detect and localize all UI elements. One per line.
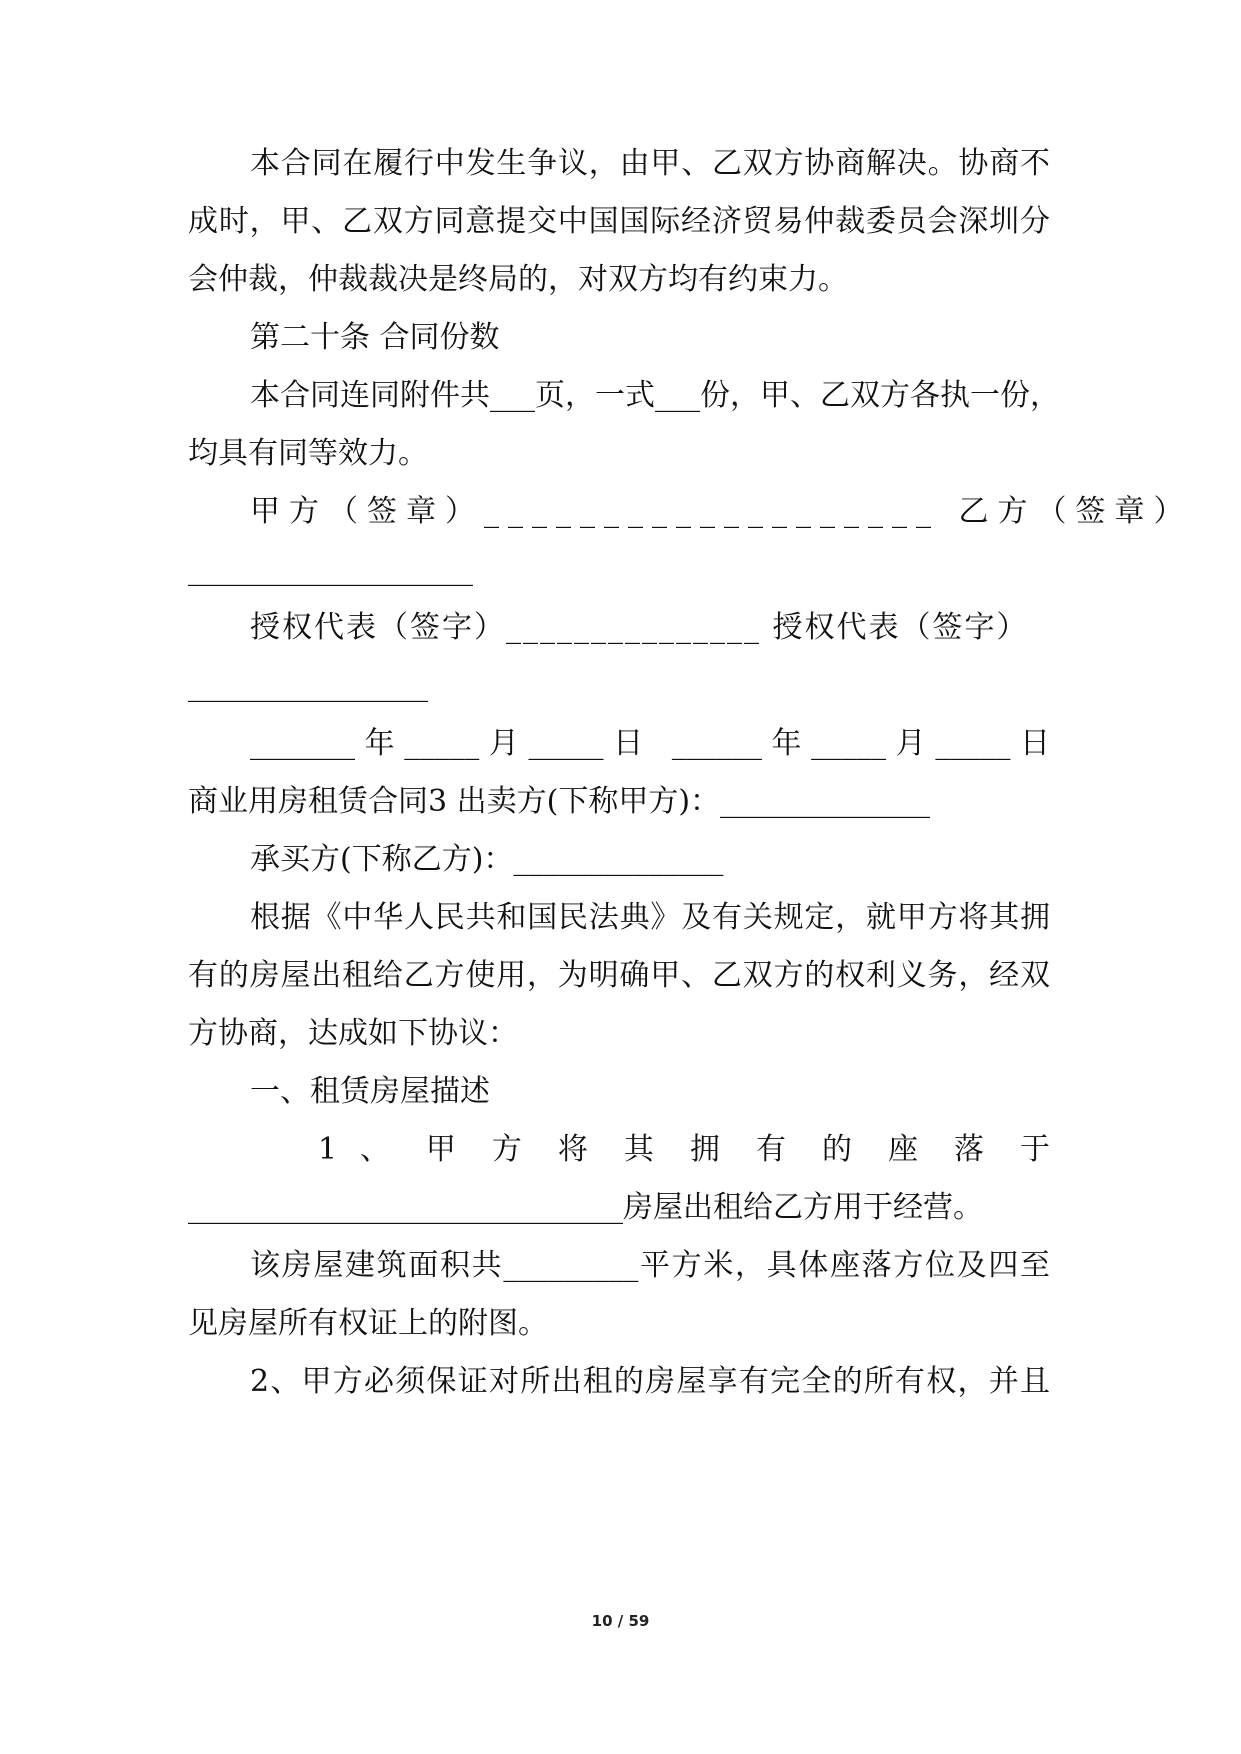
paragraph-line: 有的房屋出租给乙方使用，为明确甲、乙双方的权利义务，经双 (188, 958, 1050, 993)
paragraph-line: 2、甲方必须保证对所出租的房屋享有完全的所有权，并且 (250, 1364, 1050, 1399)
paragraph-line: 成时，甲、乙双方同意提交中国国际经济贸易仲裁委员会深圳分 (188, 204, 1050, 239)
paragraph-line: 根据《中华人民共和国民法典》及有关规定，就甲方将其拥 (250, 900, 1050, 935)
paragraph-line: 该房屋建筑面积共_________平方米，具体座落方位及四至 (250, 1248, 1050, 1283)
paragraph-line: 见房屋所有权证上的附图。 (188, 1306, 548, 1341)
page-number: 10 / 59 (591, 1612, 650, 1630)
paragraph-line: 本合同连同附件共___页，一式___份，甲、乙双方各执一份， (250, 378, 1060, 413)
date-line: _______年_____月_____日 ______年_____月_____日 (250, 726, 1050, 761)
paragraph-line: 本合同在履行中发生争议，由甲、乙双方协商解决。协商不 (250, 146, 1050, 181)
paragraph-line: 商业用房租赁合同3 出卖方(下称甲方)：______________ (188, 784, 931, 819)
signature-blank: ___________________ (188, 552, 473, 587)
signature-blank: ________________ (188, 668, 428, 703)
paragraph-line: 均具有同等效力。 (188, 436, 428, 471)
paragraph-line: 承买方(下称乙方)：______________ (250, 842, 724, 877)
section-heading: 第二十条 合同份数 (250, 320, 500, 355)
paragraph-line: _____________________________房屋出租给乙方用于经营。 (188, 1190, 983, 1225)
paragraph-line: 方协商，达成如下协议： (188, 1016, 518, 1051)
signature-line: 授权代表（签字）_______________ 授权代表（签字） (250, 610, 1029, 645)
signature-line: 甲方（签章）___________________ 乙方（签章） (250, 494, 1193, 529)
section-heading: 一、租赁房屋描述 (250, 1074, 490, 1109)
paragraph-line: 会仲裁，仲裁裁决是终局的，对双方均有约束力。 (188, 262, 848, 297)
paragraph-line: 1 、 甲 方 将 其 拥 有 的 座 落 于 (318, 1132, 1050, 1167)
